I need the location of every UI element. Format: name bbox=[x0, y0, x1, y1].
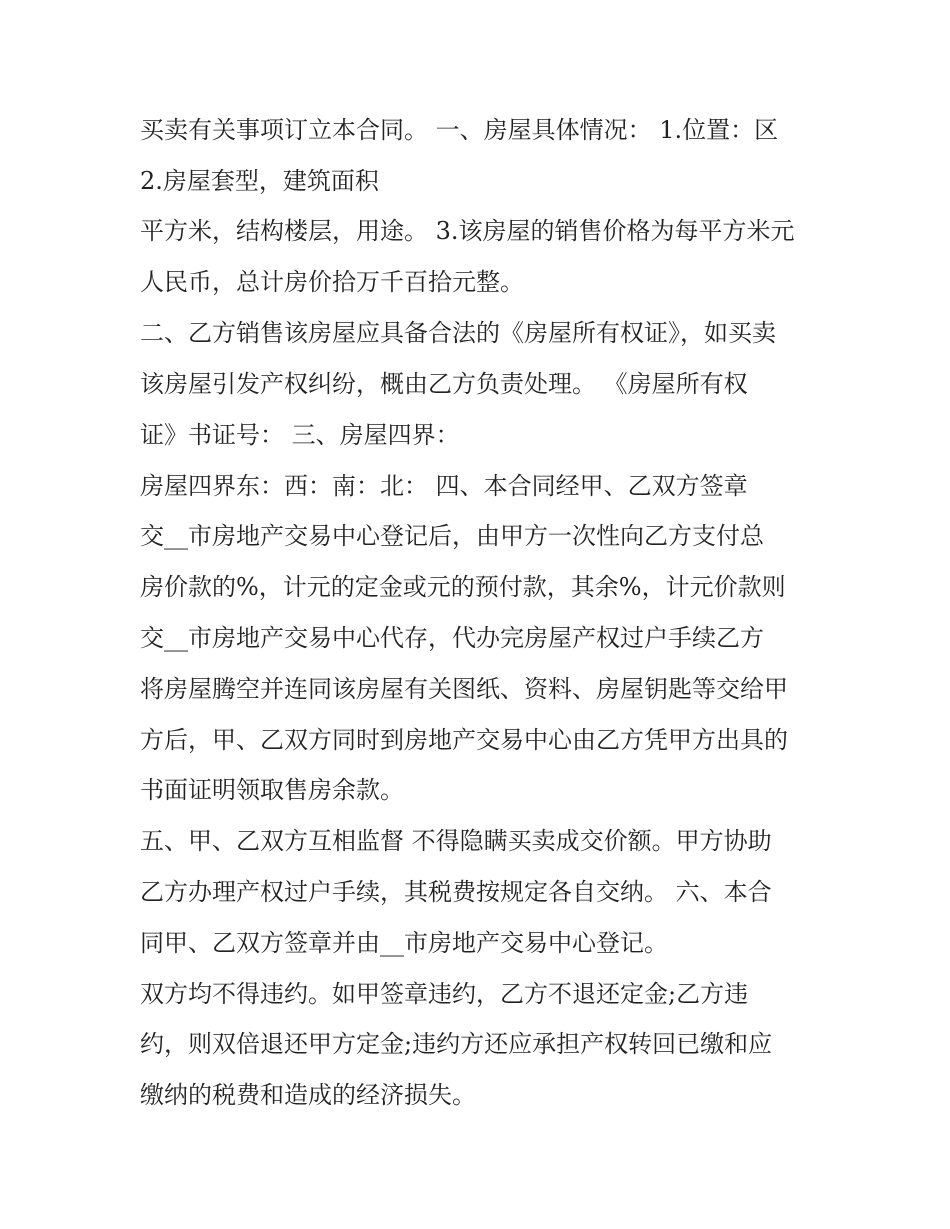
text-line: 乙方办理产权过户手续，其税费按规定各自交纳。 六、本合 bbox=[140, 878, 772, 906]
text-line: 交__市房地产交易中心登记后，由甲方一次性向乙方支付总 bbox=[140, 522, 764, 550]
text-line: 五、甲、乙双方互相监督 不得隐瞒买卖成交价额。甲方协助 bbox=[140, 827, 772, 855]
text-line: 平方米，结构楼层，用途。 3.该房屋的销售价格为每平方米元 bbox=[140, 217, 795, 245]
text-line: 2.房屋套型，建筑面积 bbox=[140, 167, 379, 195]
text-line: 证》书证号： 三、房屋四界： bbox=[140, 421, 460, 449]
text-line: 双方均不得违约。如甲签章违约，乙方不退还定金;乙方违 bbox=[140, 980, 749, 1008]
text-line: 该房屋引发产权纠纷，概由乙方负责处理。 《房屋所有权 bbox=[140, 370, 748, 398]
text-line: 房价款的%，计元的定金或元的预付款，其余%，计元价款则 bbox=[140, 573, 786, 601]
text-line: 同甲、乙双方签章并由__市房地产交易中心登记。 bbox=[140, 929, 668, 957]
text-line: 房屋四界东：西：南：北： 四、本合同经甲、乙双方签章 bbox=[140, 472, 748, 500]
text-line: 方后，甲、乙双方同时到房地产交易中心由乙方凭甲方出具的 bbox=[140, 726, 788, 754]
text-line: 约，则双倍退还甲方定金;违约方还应承担产权转回已缴和应 bbox=[140, 1030, 773, 1058]
text-line: 买卖有关事项订立本合同。 一、房屋具体情况： 1.位置：区 bbox=[140, 116, 779, 144]
text-line: 缴纳的税费和造成的经济损失。 bbox=[140, 1081, 476, 1109]
text-line: 人民币，总计房价拾万千百拾元整。 bbox=[140, 268, 524, 296]
text-line: 交__市房地产交易中心代存，代办完房屋产权过户手续乙方 bbox=[140, 624, 764, 652]
text-line: 书面证明领取售房余款。 bbox=[140, 776, 404, 804]
text-line: 将房屋腾空并连同该房屋有关图纸、资料、房屋钥匙等交给甲 bbox=[140, 675, 788, 703]
text-line: 二、乙方销售该房屋应具备合法的《房屋所有权证》，如买卖 bbox=[140, 319, 776, 347]
